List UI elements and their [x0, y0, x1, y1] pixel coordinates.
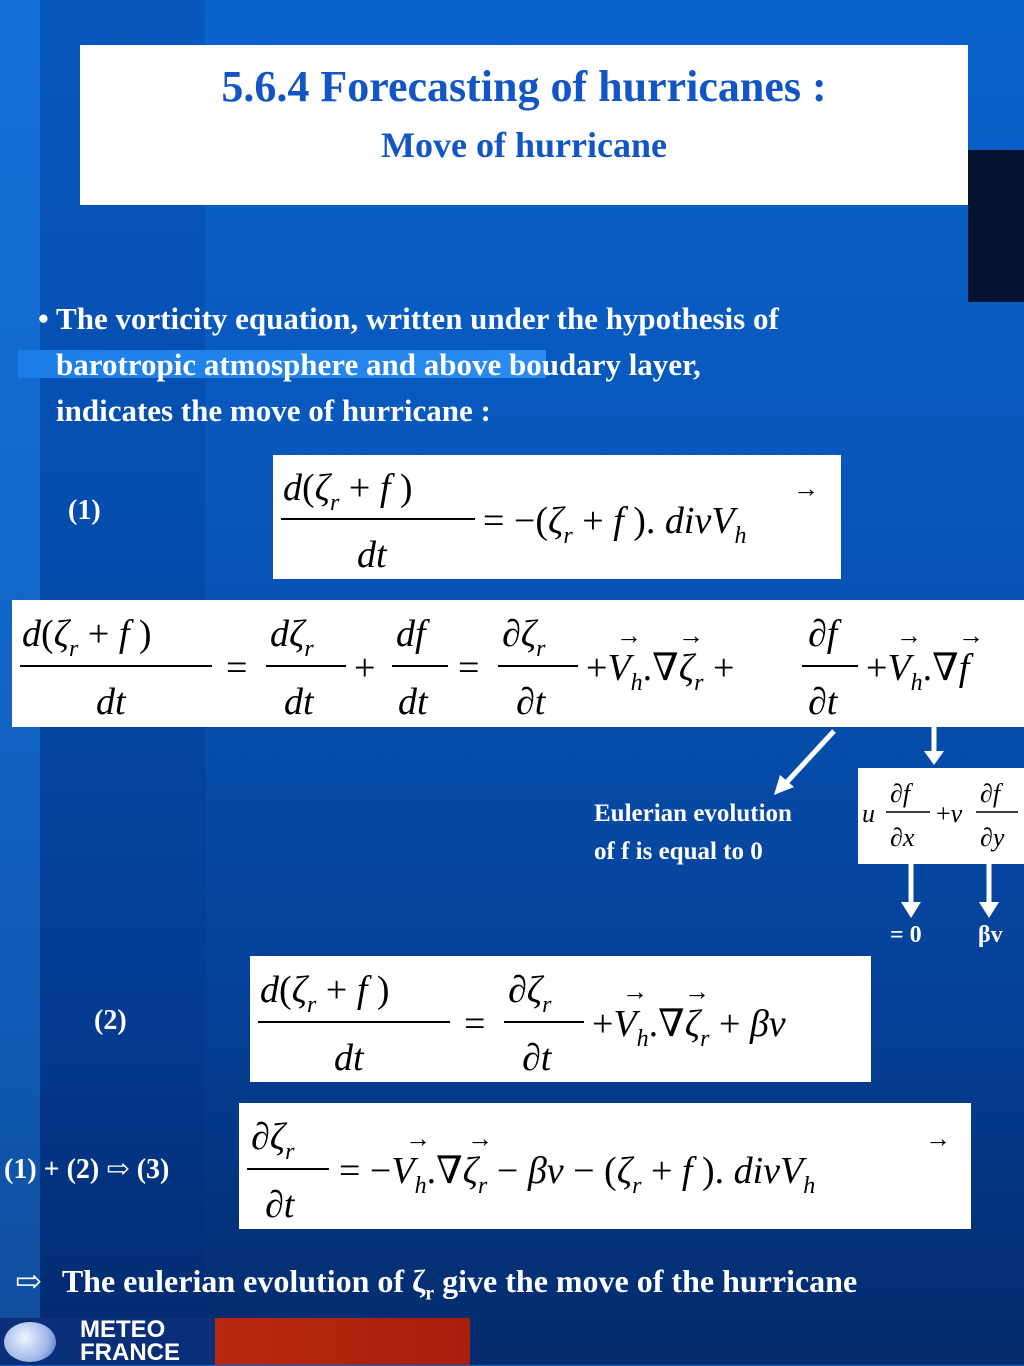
arrow-to-zero	[898, 864, 924, 920]
svg-text:=: =	[226, 647, 248, 689]
svg-text:dt: dt	[398, 681, 428, 723]
svg-text:dt: dt	[334, 1037, 364, 1079]
equation-1	[273, 455, 841, 579]
conclusion-text: The eulerian evolution of ζ	[61, 1263, 426, 1299]
svg-text:→: →	[958, 621, 984, 650]
svg-text:∂t: ∂t	[516, 681, 546, 723]
svg-text:→: →	[467, 1124, 493, 1153]
svg-text:=: =	[458, 647, 480, 689]
svg-text:∂f: ∂f	[890, 779, 911, 808]
svg-text:+Vh.∇ζr + βv: $+V_h.\nabla\zeta_r + \beta v$	[592, 1003, 786, 1052]
svg-text:dζr: $d\zeta_r$	[270, 613, 314, 662]
eulerian-note-line-2: of f is equal to 0	[594, 838, 763, 865]
slide-title: 5.6.4 Forecasting of hurricanes :	[221, 62, 827, 111]
globe-logo-icon	[4, 1322, 56, 1362]
svg-text:∂f: ∂f	[980, 779, 1001, 808]
advection-expansion-equation	[858, 768, 1024, 864]
svg-text:→: →	[622, 977, 648, 1006]
svg-text:→: →	[896, 621, 922, 650]
svg-text:∂ζr: $\partial\zeta_r$	[251, 1116, 295, 1165]
svg-text:=: =	[464, 1003, 486, 1045]
svg-text:→: →	[793, 474, 819, 503]
equation-2-box	[250, 956, 871, 1082]
eulerian-note	[594, 795, 792, 871]
svg-text:dt: dt	[96, 681, 126, 723]
equation-1-label: (1)	[68, 495, 101, 526]
svg-text:u: u	[862, 799, 875, 828]
svg-text:+Vh.∇f: $+V_h.\nabla f$	[866, 647, 970, 696]
svg-text:d(ζr + f ): $d(\zeta_r + f$ )	[283, 467, 413, 516]
result-beta-v: βv	[978, 922, 1003, 948]
svg-text:dt: dt	[284, 681, 314, 723]
conclusion-text-end: give the move of the hurricane	[434, 1263, 858, 1299]
arrow-to-eulerian-note	[760, 727, 860, 797]
implies-arrow: ⇨	[15, 1263, 42, 1299]
svg-text:df: df	[396, 613, 426, 655]
equation-2	[250, 956, 871, 1082]
intro-line-3: indicates the move of hurricane :	[56, 393, 491, 428]
logo-line-1: METEO	[80, 1316, 166, 1343]
svg-text:∂f: ∂f	[808, 613, 838, 655]
title-box	[80, 45, 968, 205]
svg-text:∂t: ∂t	[265, 1184, 295, 1226]
svg-text:d(ζr + f ): $d(\zeta_r + f$ )	[22, 613, 152, 662]
svg-text:→: →	[925, 1124, 951, 1153]
intro-paragraph	[38, 296, 978, 434]
advection-expansion-box	[858, 768, 1024, 864]
svg-text:+v: +v	[936, 799, 963, 828]
svg-text:→: →	[684, 977, 710, 1006]
svg-text:→: →	[405, 1124, 431, 1153]
equation-3-box	[239, 1103, 971, 1229]
svg-text:= −(ζr + f ). divVh: = $-(\zeta_r + f$ ). divV$_h$	[483, 500, 747, 549]
svg-text:= −Vh.∇ζr − βv − (ζr + f ). di: = $-V_h.\nabla\zeta_r - \beta v - (\zeta_r + f$ ). divV$_h$	[339, 1150, 816, 1199]
intro-line-1: • The vorticity equation, written under the hypothesis of	[38, 301, 779, 336]
conclusion	[15, 1262, 857, 1305]
equation-2-label: (2)	[94, 1005, 127, 1036]
logo-text	[80, 1318, 180, 1364]
svg-text:∂ζr: $\partial\zeta_r$	[508, 969, 552, 1018]
logo-line-2: FRANCE	[80, 1339, 180, 1366]
svg-text:+: +	[354, 647, 376, 689]
equation-1-box	[273, 455, 841, 579]
result-zero: = 0	[890, 922, 922, 948]
svg-text:→: →	[616, 621, 642, 650]
svg-text:→: →	[678, 621, 704, 650]
svg-text:∂ζr: $\partial\zeta_r$	[502, 613, 546, 662]
expanded-derivative-equation	[12, 600, 1024, 727]
svg-text:dt: dt	[357, 534, 387, 576]
decorative-dark-block	[968, 150, 1024, 302]
svg-text:d(ζr + f ): $d(\zeta_r + f$ )	[260, 969, 390, 1018]
arrow-to-beta-v	[976, 864, 1002, 920]
svg-text:+Vh.∇ζr +: $+V_h.\nabla\zeta_r$ +	[586, 647, 735, 696]
conclusion-subscript: r	[425, 1282, 435, 1305]
svg-text:∂t: ∂t	[808, 681, 838, 723]
intro-line-2: barotropic atmosphere and above boudary layer,	[56, 347, 701, 382]
svg-text:∂t: ∂t	[522, 1037, 552, 1079]
expanded-derivative-box	[12, 600, 1024, 727]
equation-3-label: (1) + (2) ⇨ (3)	[4, 1154, 170, 1185]
slide-subtitle: Move of hurricane	[381, 125, 667, 165]
svg-text:∂y: ∂y	[980, 823, 1005, 852]
equation-3	[239, 1103, 971, 1229]
eulerian-note-line-1: Eulerian evolution	[594, 800, 792, 827]
arrow-to-advection-expansion	[920, 727, 948, 767]
svg-text:∂x: ∂x	[890, 823, 915, 852]
